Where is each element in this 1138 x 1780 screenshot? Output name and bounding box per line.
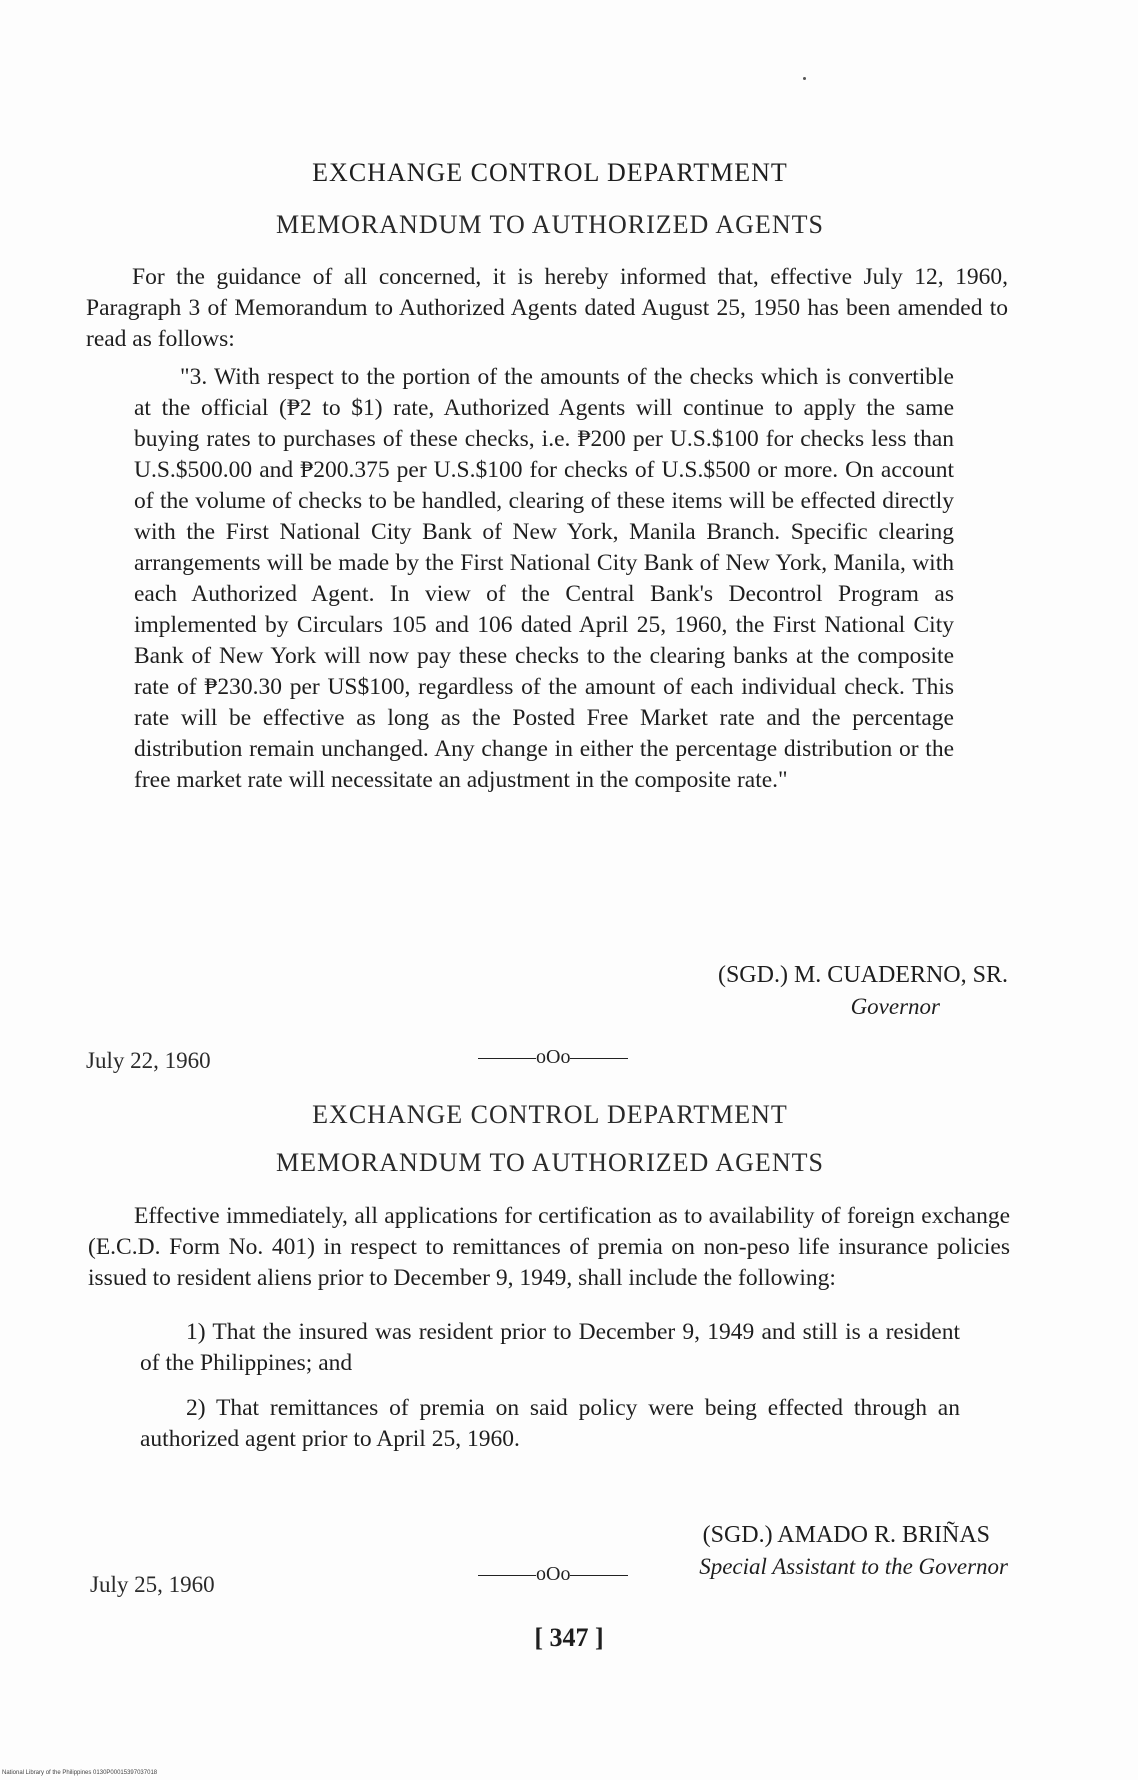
memo1-department-heading: EXCHANGE CONTROL DEPARTMENT <box>312 158 788 187</box>
memo1-intro-paragraph <box>86 262 1008 355</box>
separator-text: oOo <box>536 1563 571 1585</box>
memo2-signature: (SGD.) AMADO R. BRIÑAS <box>702 1522 990 1548</box>
memo2-intro-paragraph <box>88 1201 1010 1294</box>
scan-footer-label: National Library of the Philippines 0130P00015397037018 <box>2 1770 158 1776</box>
memo2-item-1 <box>140 1317 960 1379</box>
memo2-item-1-text: 1) That the insured was resident prior to December 9, 1949 and still is a resident of the Philippines; and <box>140 1319 960 1376</box>
separator-text: oOo <box>536 1046 571 1068</box>
page-number: [ 347 ] <box>534 1623 604 1652</box>
memo2-department-heading: EXCHANGE CONTROL DEPARTMENT <box>312 1100 788 1129</box>
memo1-quoted-paragraph <box>134 362 954 796</box>
memo1-date: July 22, 1960 <box>86 1048 211 1073</box>
section-separator-1 <box>478 1046 628 1069</box>
memo2-intro-text: Effective immediately, all applications for certification as to availability of foreign exchange (E.C.D. Form No. 401) in respect to remittances of premia on non-peso life insurance policies issued to resident aliens prior to December 9, 1949, shall include the following: <box>88 1203 1010 1291</box>
memo2-item-2-text: 2) That remittances of premia on said policy were being effected through an authorized agent prior to April 25, 1960. <box>140 1395 960 1452</box>
memo2-item-2 <box>140 1393 960 1455</box>
memo1-signature: (SGD.) M. CUADERNO, SR. <box>717 962 1008 988</box>
scan-speck <box>803 77 806 80</box>
memo2-date: July 25, 1960 <box>90 1572 215 1597</box>
memo1-signatory-title: Governor <box>850 994 940 1019</box>
memo1-title-heading: MEMORANDUM TO AUTHORIZED AGENTS <box>276 210 824 239</box>
memo2-title-heading: MEMORANDUM TO AUTHORIZED AGENTS <box>276 1148 824 1177</box>
memo2-signatory-title: Special Assistant to the Governor <box>699 1554 1008 1579</box>
memo1-intro-text: For the guidance of all concerned, it is hereby informed that, effective July 12, 1960, Paragraph 3 of Memorandum to Authorized Agents dated August 25, 1950 has been amended to read as follows: <box>86 264 1008 352</box>
section-separator-2 <box>478 1563 628 1586</box>
memo1-quoted-text: "3. With respect to the portion of the amounts of the checks which is convertible at the official (₱2 to $1) rate, Authorized Agents will continue to apply the same buying rates to purchases of these checks, i.e. ₱200 per U.S.$100 for checks less than U.S.$500.00 and ₱200.375 per U.S.$100 for checks of U.S.$500 or more. On account of the volume of checks to be handled, clearing of these items will be effected directly with the First National City Bank of New York, Manila Branch. Specific clearing arrangements will be made by the First National City Bank of New York, Manila, with each Authorized Agent. In view of the Central Bank's Decontrol Program as implemented by Circulars 105 and 106 dated April 25, 1960, the First National City Bank of New York will now pay these checks to the clearing banks at the composite rate of ₱230.30 per US$100, regardless of the amount of each individual check. This rate will be effective as long as the Posted Free Market rate and the percentage distribution remain unchanged. Any change in either the percentage distribution or the free market rate will necessitate an adjustment in the composite rate." <box>134 364 954 793</box>
